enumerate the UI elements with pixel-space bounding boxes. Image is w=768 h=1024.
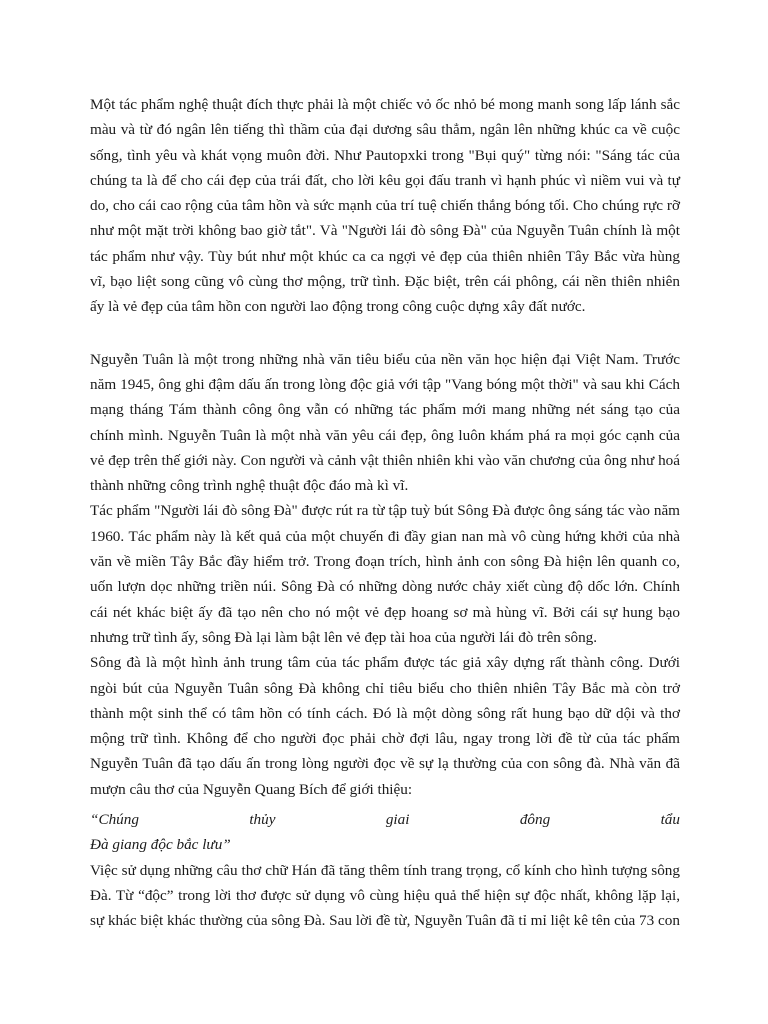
paragraph-gap: [90, 320, 680, 347]
poem-quote-line-2: Đà giang độc bắc lưu”: [90, 836, 231, 854]
paragraph-closing: Việc sử dụng những câu thơ chữ Hán đã tăng thêm tính trang trọng, cổ kính cho hình tượng sông Đà. Từ “độc” trong lời thơ được sử dụng vô cùng hiệu quả thể hiện sự độc nhất, không lặp lại, sự khác biệt khác thường của sông Đà. Sau lời đề từ, Nguyễn Tuân đã tỉ mỉ liệt kê tên của 73 con: [90, 861, 680, 930]
poem-quote-line-1: “Chúng thủy giai đông tẩu: [90, 811, 680, 829]
paragraph-intro: Một tác phẩm nghệ thuật đích thực phải là một chiếc vỏ ốc nhỏ bé mong manh song lấp lánh sắc màu và từ đó ngân lên tiếng thì thầm của đại dương sâu thẳm, ngân lên những khúc ca về cuộc sống, tình yêu và khát vọng muôn đời. Như Pautopxki trong "Bụi quý" từng nói: "Sáng tác của chúng ta là để cho cái đẹp của trái đất, cho lời kêu gọi đấu tranh vì hạnh phúc vì niềm vui và tự do, cho cái cao rộng của tâm hồn và sức mạnh của trí tuệ chiến thắng bóng tối. Cho chúng rực rỡ như một mặt trời không bao giờ tắt". Và "Người lái đò sông Đà" của Nguyễn Tuân chính là một tác phẩm như vậy. Tùy bút như một khúc ca ca ngợi vẻ đẹp của thiên nhiên Tây Bắc vừa hùng vĩ, bạo liệt song cũng vô cùng thơ mộng, trữ tình. Đặc biệt, trên cái phông, cái nền thiên nhiên ấy là vẻ đẹp của tâm hồn con người lao động trong công cuộc dựng xây đất nước.: [90, 96, 680, 316]
paragraph-river: Sông đà là một hình ảnh trung tâm của tác phẩm được tác giả xây dựng rất thành công. Dưới ngòi bút của Nguyễn Tuân sông Đà không chỉ tiêu biểu cho thiên nhiên Tây Bắc mà còn trở thành một sinh thể có tâm hồn có tính cách. Đó là một dòng sông rất hung bạo dữ dội và thơ mộng trữ tình. Không để cho người đọc phải chờ đợi lâu, ngay trong lời đề từ của tác phẩm Nguyễn Tuân đã tạo dấu ấn trong lòng người đọc về sự lạ thường của con sông đà. Nhà văn đã mượn câu thơ của Nguyễn Quang Bích để giới thiệu:: [90, 654, 680, 798]
paragraph-work: Tác phẩm "Người lái đò sông Đà" được rút ra từ tập tuỳ bút Sông Đà được ông sáng tác vào năm 1960. Tác phẩm này là kết quả của một chuyến đi đầy gian nan mà vô cùng hứng khởi của nhà văn về miền Tây Bắc đầy hiểm trở. Trong đoạn trích, hình ảnh con sông Đà hiện lên quanh co, uốn lượn dọc những triền núi. Sông Đà có những dòng nước chảy xiết cùng độ dốc lớn. Chính cái nét khác biệt ấy đã tạo nên cho nó một vẻ đẹp hoang sơ mà hùng vĩ. Bởi cái sự hung bạo nhưng trữ tình ấy, sông Đà lại làm bật lên vẻ đẹp tài hoa của người lái đò trên sông.: [90, 502, 680, 646]
document-body: [90, 92, 680, 934]
paragraph-author: Nguyễn Tuân là một trong những nhà văn tiêu biểu của nền văn học hiện đại Việt Nam. Trước năm 1945, ông ghi đậm dấu ấn trong lòng độc giả với tập "Vang bóng một thời" và sau khi Cách mạng tháng Tám thành công ông vẫn có những tác phẩm mới mang những nét sáng tạo của chính mình. Nguyễn Tuân là một nhà văn yêu cái đẹp, ông luôn khám phá ra mọi góc cạnh của vẻ đẹp trên thế giới này. Con người và cảnh vật thiên nhiên khi vào văn chương của ông như hoá thành những công trình nghệ thuật độc đáo mà kì vĩ.: [90, 350, 680, 495]
